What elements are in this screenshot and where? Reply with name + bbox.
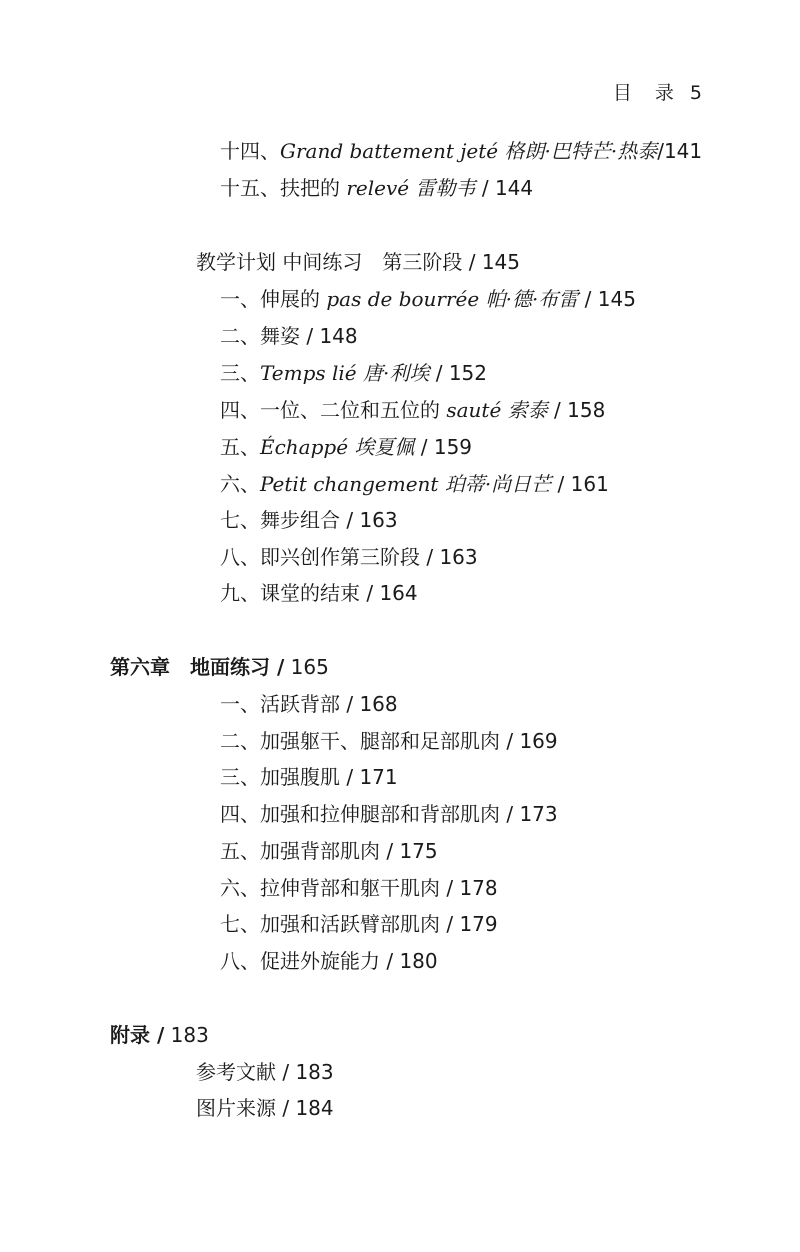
- entry-text: 加强躯干、腿部和足部肌肉: [260, 729, 500, 753]
- toc-entry[interactable]: [220, 141, 702, 161]
- entry-term-chinese: 珀蒂·尚日芒: [438, 472, 552, 496]
- header-page-number: 5: [689, 82, 704, 104]
- entry-number: 一、: [220, 692, 260, 716]
- entry-text: 加强背部肌肉: [260, 839, 380, 863]
- entry-text: 拉伸背部和躯干肌肉: [260, 876, 440, 900]
- chapter-slash: /: [270, 655, 285, 679]
- chapter-title: 第六章 地面练习: [110, 655, 270, 679]
- toc-entry[interactable]: [220, 914, 498, 934]
- entry-term-chinese: 索泰: [501, 398, 548, 422]
- entry-page: / 164: [360, 581, 418, 605]
- entry-page: / 161: [551, 472, 609, 496]
- entry-term-latin: Grand battement jeté: [280, 139, 499, 163]
- entry-page: / 179: [440, 912, 498, 936]
- toc-chapter-heading[interactable]: [110, 657, 329, 677]
- entry-term-chinese: 唐·利埃: [356, 361, 430, 385]
- entry-number: 三、: [220, 361, 260, 385]
- entry-number: 四、: [220, 398, 260, 422]
- entry-page: / 163: [420, 545, 478, 569]
- entry-number: 二、: [220, 729, 260, 753]
- entry-page: / 175: [380, 839, 438, 863]
- toc-entry[interactable]: [220, 841, 438, 861]
- entry-term-latin: sauté: [446, 398, 502, 422]
- entry-page: / 163: [340, 508, 398, 532]
- entry-text: 加强和拉伸腿部和背部肌肉: [260, 802, 500, 826]
- entry-number: 五、: [220, 435, 260, 459]
- appendix-page: 183: [164, 1023, 209, 1047]
- entry-number: 三、: [220, 765, 260, 789]
- entry-page: / 158: [547, 398, 606, 422]
- chapter-page: 165: [284, 655, 329, 679]
- entry-page: / 183: [276, 1060, 334, 1084]
- entry-number: 二、: [220, 324, 260, 348]
- appendix-slash: /: [150, 1023, 165, 1047]
- toc-entry[interactable]: [220, 289, 636, 309]
- entry-page: / 159: [414, 435, 473, 459]
- entry-page: /141: [657, 139, 703, 163]
- toc-appendix-heading[interactable]: [110, 1025, 209, 1045]
- section-page: / 145: [462, 250, 520, 274]
- section-title: 教学计划 中间练习 第三阶段: [196, 250, 463, 274]
- entry-term-chinese: 埃夏佩: [348, 435, 415, 459]
- entry-page: / 168: [340, 692, 398, 716]
- entry-number: 八、: [220, 949, 260, 973]
- entry-page: / 169: [500, 729, 558, 753]
- toc-entry[interactable]: [220, 437, 472, 457]
- entry-text: 伸展的: [260, 287, 327, 311]
- entry-text: 图片来源: [196, 1096, 276, 1120]
- entry-number: 九、: [220, 581, 260, 605]
- toc-section-heading[interactable]: [196, 252, 520, 272]
- entry-term-latin: pas de bourrée: [326, 287, 480, 311]
- entry-number: 五、: [220, 839, 260, 863]
- toc-entry[interactable]: [220, 694, 398, 714]
- entry-term-latin: Temps lié: [260, 361, 357, 385]
- entry-text: 扶把的: [280, 176, 347, 200]
- running-header: [613, 78, 704, 105]
- toc-entry[interactable]: [220, 547, 478, 567]
- entry-text: 活跃背部: [260, 692, 340, 716]
- entry-page: / 152: [429, 361, 487, 385]
- entry-text: 舞步组合: [260, 508, 340, 532]
- entry-page: / 180: [380, 949, 438, 973]
- entry-page: / 145: [578, 287, 636, 311]
- entry-text: 课堂的结束: [260, 581, 360, 605]
- entry-text: 参考文献: [196, 1060, 276, 1084]
- toc-entry[interactable]: [220, 178, 533, 198]
- entry-number: 十四、: [220, 139, 280, 163]
- entry-number: 十五、: [220, 176, 280, 200]
- toc-entry[interactable]: [220, 731, 558, 751]
- entry-page: / 173: [500, 802, 558, 826]
- entry-page: / 171: [340, 765, 398, 789]
- entry-number: 七、: [220, 912, 260, 936]
- toc-entry[interactable]: [220, 400, 605, 420]
- toc-entry[interactable]: [196, 1098, 334, 1118]
- entry-number: 六、: [220, 876, 260, 900]
- entry-page: / 144: [475, 176, 534, 200]
- entry-text: 加强腹肌: [260, 765, 340, 789]
- toc-entry[interactable]: [220, 326, 358, 346]
- appendix-title: 附录: [110, 1023, 150, 1047]
- entry-text: 加强和活跃臂部肌肉: [260, 912, 440, 936]
- entry-term-chinese: 帕·德·布雷: [479, 287, 579, 311]
- toc-entry[interactable]: [196, 1062, 334, 1082]
- entry-text: 舞姿: [260, 324, 300, 348]
- entry-page: / 178: [440, 876, 498, 900]
- toc-entry[interactable]: [220, 474, 609, 494]
- toc-entry[interactable]: [220, 583, 418, 603]
- entry-text: 即兴创作第三阶段: [260, 545, 420, 569]
- toc-entry[interactable]: [220, 510, 398, 530]
- toc-entry[interactable]: [220, 767, 398, 787]
- entry-page: / 184: [276, 1096, 334, 1120]
- entry-term-chinese: 雷勒韦: [409, 176, 476, 200]
- entry-number: 八、: [220, 545, 260, 569]
- toc-entry[interactable]: [220, 363, 487, 383]
- entry-number: 七、: [220, 508, 260, 532]
- entry-number: 一、: [220, 287, 260, 311]
- entry-number: 四、: [220, 802, 260, 826]
- toc-entry[interactable]: [220, 878, 498, 898]
- entry-number: 六、: [220, 472, 260, 496]
- entry-term-latin: Échappé: [260, 435, 349, 459]
- toc-entry[interactable]: [220, 804, 558, 824]
- header-section-title: 目 录: [612, 82, 676, 104]
- entry-page: / 148: [300, 324, 358, 348]
- toc-entry[interactable]: [220, 951, 438, 971]
- entry-text: 促进外旋能力: [260, 949, 380, 973]
- entry-text: 一位、二位和五位的: [260, 398, 447, 422]
- entry-term-latin: relevé: [346, 176, 410, 200]
- entry-term-latin: Petit changement: [260, 472, 439, 496]
- entry-term-chinese: 格朗·巴特芒·热泰: [498, 139, 658, 163]
